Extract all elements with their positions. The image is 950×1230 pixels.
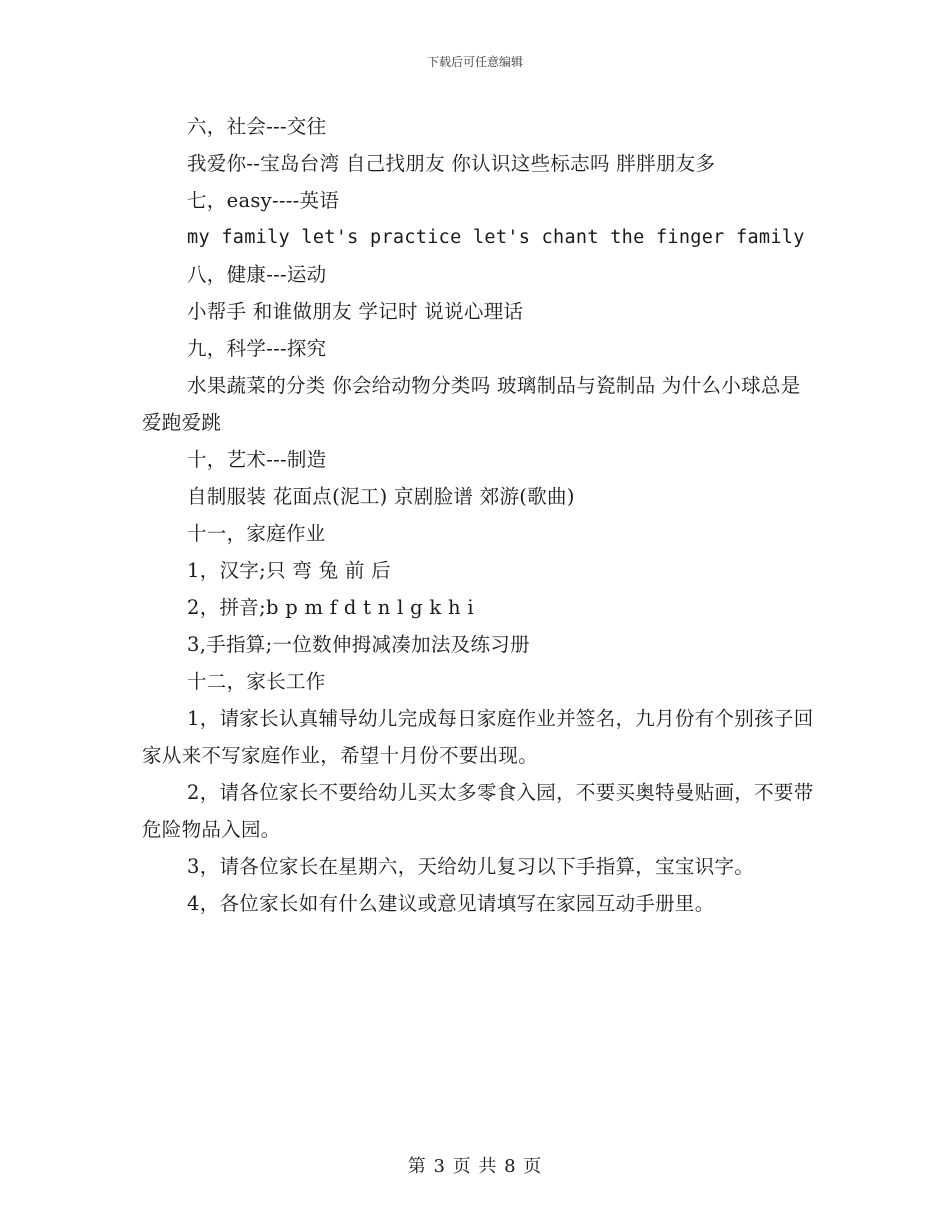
parent-work-item-1: 1，请家长认真辅导幼儿完成每日家庭作业并签名，九月份有个别孩子回家从来不写家庭作业，希望十月份不要出现。 — [142, 707, 814, 767]
section-6-items: 我爱你--宝岛台湾 自己找朋友 你认识这些标志吗 胖胖朋友多 — [187, 152, 716, 175]
page-header: 下载后可任意编辑 — [426, 55, 523, 69]
section-9-items: 水果蔬菜的分类 你会给动物分类吗 玻璃制品与瓷制品 为什么小球总是爱跑爱跳 — [142, 374, 801, 434]
section-10-title: 十，艺术---制造 — [187, 448, 327, 471]
section-7-title: 七，easy----英语 — [187, 189, 340, 212]
parent-work-item-3: 3，请各位家长在星期六，天给幼儿复习以下手指算，宝宝识字。 — [187, 855, 755, 878]
homework-item-3: 3,手指算;一位数伸拇减凑加法及练习册 — [187, 633, 530, 656]
section-7-items: my family let's practice let's chant the finger family — [187, 227, 805, 248]
section-6-title: 六，社会---交往 — [187, 115, 327, 138]
section-9-title: 九，科学---探究 — [187, 337, 327, 360]
homework-item-1: 1，汉字;只 弯 兔 前 后 — [187, 559, 391, 582]
section-8-items: 小帮手 和谁做朋友 学记时 说说心理话 — [187, 300, 524, 323]
page-number-footer: 第 3 页 共 8 页 — [407, 1156, 543, 1177]
homework-item-2: 2，拼音;b p m f d t n l g k h i — [187, 596, 474, 619]
section-10-items: 自制服装 花面点(泥工) 京剧脸谱 郊游(歌曲) — [187, 485, 575, 508]
section-8-title: 八，健康---运动 — [187, 263, 327, 286]
section-12-title: 十二，家长工作 — [187, 670, 326, 693]
parent-work-item-4: 4，各位家长如有什么建议或意见请填写在家园互动手册里。 — [187, 892, 715, 915]
section-11-title: 十一，家庭作业 — [187, 522, 326, 545]
parent-work-item-2: 2，请各位家长不要给幼儿买太多零食入园，不要买奥特曼贴画，不要带危险物品入园。 — [142, 781, 814, 841]
document-body — [142, 108, 814, 922]
